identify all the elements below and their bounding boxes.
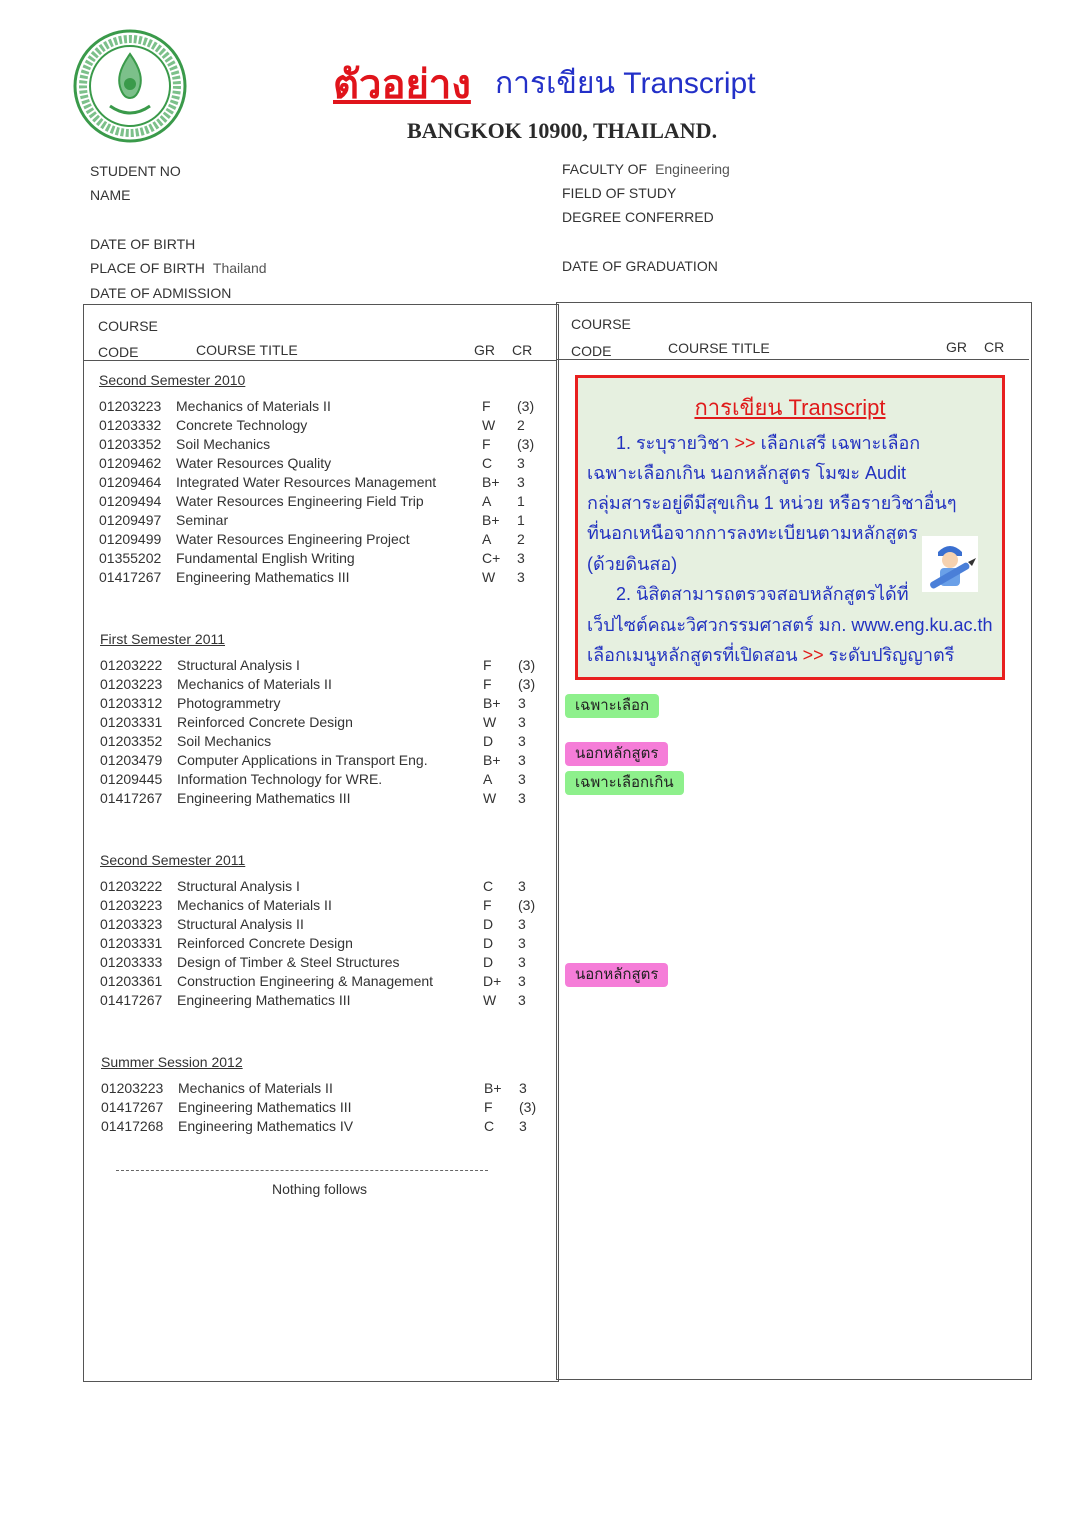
- course-title: Seminar: [176, 512, 229, 528]
- course-grade: F: [484, 1099, 493, 1115]
- course-credit: 3: [517, 474, 525, 490]
- note-line-8: เลือกเมนูหลักสูตรที่เปิดสอน >> ระดับปริญญาตรี: [587, 645, 955, 665]
- note-title: การเขียน Transcript: [694, 395, 886, 420]
- course-grade: D: [483, 916, 494, 932]
- course-code: 01209464: [99, 474, 162, 490]
- course-credit: 3: [518, 973, 526, 989]
- course-code: 01203223: [100, 676, 163, 692]
- course-grade: F: [483, 676, 492, 692]
- course-credit: 3: [518, 771, 526, 787]
- course-row: [99, 493, 525, 512]
- right-gr-header: GR: [946, 339, 967, 355]
- note-line-2: เฉพาะเลือกเกิน นอกหลักสูตร โมฆะ Audit: [587, 463, 907, 483]
- course-row: [99, 512, 525, 531]
- course-grade: D+: [483, 973, 502, 989]
- course-credit: (3): [518, 657, 536, 673]
- student-no-label: STUDENT NO: [90, 163, 181, 179]
- student-with-pencil-icon: [922, 536, 978, 592]
- course-grade: B+: [484, 1080, 502, 1096]
- course-title: Soil Mechanics: [177, 733, 272, 749]
- course-title: Construction Engineering & Management: [177, 973, 434, 989]
- course-row: [99, 569, 525, 588]
- course-code: 01203333: [100, 954, 163, 970]
- place-of-birth: [90, 260, 267, 276]
- faculty-value: Engineering: [655, 161, 730, 177]
- course-grade: A: [483, 771, 493, 787]
- right-code-header: CODE: [571, 343, 612, 359]
- course-credit: 3: [519, 1118, 527, 1134]
- course-row: [100, 657, 536, 676]
- left-code-header: CODE: [98, 344, 139, 360]
- course-row: [100, 992, 526, 1011]
- sample-label: ตัวอย่าง: [333, 63, 471, 107]
- course-title: Mechanics of Materials II: [177, 897, 332, 913]
- course-title: Computer Applications in Transport Eng.: [177, 752, 428, 768]
- right-title-header: COURSE TITLE: [668, 340, 770, 356]
- course-credit: 3: [518, 752, 526, 768]
- semester-block: [100, 852, 536, 1011]
- course-title: Design of Timber & Steel Structures: [177, 954, 400, 970]
- course-grade: A: [482, 493, 492, 509]
- course-code: 01203323: [100, 916, 163, 932]
- course-title: Reinforced Concrete Design: [177, 935, 353, 951]
- course-row: [99, 455, 525, 474]
- semester-title: First Semester 2011: [100, 631, 226, 647]
- left-header-divider: [84, 360, 556, 361]
- course-grade: D: [483, 935, 494, 951]
- course-grade: A: [482, 531, 492, 547]
- left-title-header: COURSE TITLE: [196, 342, 298, 358]
- left-course-header: COURSE: [98, 318, 158, 334]
- course-title: Concrete Technology: [176, 417, 308, 433]
- course-title: Engineering Mathematics IV: [178, 1118, 354, 1134]
- course-title: Soil Mechanics: [176, 436, 271, 452]
- course-title: Engineering Mathematics III: [177, 790, 351, 806]
- course-code: 01203479: [100, 752, 163, 768]
- dob-label: DATE OF BIRTH: [90, 236, 196, 252]
- nothing-follows: Nothing follows: [272, 1181, 367, 1197]
- course-title: Engineering Mathematics III: [176, 569, 350, 585]
- course-credit: 3: [518, 916, 526, 932]
- course-row: [100, 733, 526, 752]
- left-gr-header: GR: [474, 342, 495, 358]
- course-grade: F: [483, 657, 492, 673]
- course-row: [100, 916, 526, 935]
- semester-title: Summer Session 2012: [101, 1054, 243, 1070]
- course-code: 01417267: [99, 569, 162, 585]
- course-code: 01203332: [99, 417, 162, 433]
- course-code: 01203222: [100, 657, 163, 673]
- course-row: [101, 1118, 527, 1137]
- university-seal-logo: [72, 28, 188, 144]
- course-grade: W: [482, 417, 496, 433]
- course-code: 01203223: [100, 897, 163, 913]
- semester-block: [99, 372, 535, 588]
- name-label: NAME: [90, 187, 131, 203]
- course-code: 01417268: [101, 1118, 164, 1134]
- course-row: [100, 771, 526, 790]
- semester-block: [100, 631, 536, 809]
- pob-value: Thailand: [212, 260, 267, 276]
- page-title: การเขียน Transcript: [495, 67, 756, 100]
- course-code: 01203312: [100, 695, 163, 711]
- course-row: [100, 954, 526, 973]
- course-credit: (3): [518, 676, 536, 692]
- course-title: Structural Analysis I: [177, 878, 300, 894]
- note-line-6: 2. นิสิตสามารถตรวจสอบหลักสูตรได้ที่: [616, 584, 909, 604]
- course-code: 01203361: [100, 973, 163, 989]
- course-row: [99, 436, 535, 455]
- course-code: 01203223: [99, 398, 162, 414]
- course-credit: 1: [517, 512, 525, 528]
- course-row: [100, 790, 526, 809]
- course-credit: (3): [517, 436, 535, 452]
- course-code: 01203331: [100, 935, 163, 951]
- course-title: Structural Analysis I: [177, 657, 300, 673]
- course-grade: F: [482, 436, 491, 452]
- course-title: Information Technology for WRE.: [177, 771, 383, 787]
- course-grade: F: [482, 398, 491, 414]
- course-credit: 2: [517, 531, 525, 547]
- course-credit: 3: [518, 954, 526, 970]
- course-title: Fundamental English Writing: [176, 550, 355, 566]
- left-cr-header: CR: [512, 342, 533, 358]
- course-row: [99, 398, 535, 417]
- faculty-label: FACULTY OF: [562, 161, 648, 177]
- course-credit: 3: [518, 935, 526, 951]
- course-row: [99, 531, 525, 550]
- end-dashed-line: [116, 1170, 488, 1171]
- course-code: 01203223: [101, 1080, 164, 1096]
- course-credit: 3: [519, 1080, 527, 1096]
- course-code: 01203331: [100, 714, 163, 730]
- course-credit: 3: [518, 733, 526, 749]
- course-credit: 3: [517, 455, 525, 471]
- course-grade: C: [483, 878, 494, 894]
- instruction-note-box: [575, 375, 1005, 680]
- pob-label: PLACE OF BIRTH: [90, 260, 205, 276]
- course-grade: D: [483, 733, 494, 749]
- course-code: 01417267: [100, 790, 163, 806]
- course-row: [100, 935, 526, 954]
- course-code: 01209499: [99, 531, 162, 547]
- semester-block: [101, 1054, 537, 1137]
- university-address: BANGKOK 10900, THAILAND.: [407, 118, 718, 143]
- right-cr-header: CR: [984, 339, 1005, 355]
- right-course-header: COURSE: [571, 316, 631, 332]
- note-line-1: 1. ระบุรายวิชา >> เลือกเสรี เฉพาะเลือก: [616, 433, 921, 453]
- note-line-7: เว็ปไซต์คณะวิศวกรรมศาสตร์ มก. www.eng.ku.ac.th: [587, 615, 993, 635]
- course-credit: (3): [518, 897, 536, 913]
- course-title: Mechanics of Materials II: [177, 676, 332, 692]
- semester-title: Second Semester 2010: [99, 372, 246, 388]
- course-row: [99, 550, 525, 569]
- course-credit: 3: [518, 695, 526, 711]
- course-code: 01203352: [100, 733, 163, 749]
- course-title: Integrated Water Resources Management: [176, 474, 437, 490]
- tag-major-elective: เฉพาะเลือก: [565, 694, 659, 718]
- course-row: [100, 714, 526, 733]
- course-credit: 3: [517, 550, 525, 566]
- course-grade: B+: [483, 752, 501, 768]
- course-grade: W: [482, 569, 496, 585]
- course-title: Mechanics of Materials II: [176, 398, 331, 414]
- right-header-divider: [557, 359, 1029, 360]
- faculty: [562, 161, 730, 177]
- semester-title: Second Semester 2011: [100, 852, 246, 868]
- note-line-5: (ด้วยดินสอ): [587, 554, 678, 574]
- course-credit: 3: [518, 992, 526, 1008]
- course-grade: B+: [482, 512, 500, 528]
- course-row: [99, 417, 525, 436]
- field-label: FIELD OF STUDY: [562, 185, 677, 201]
- course-title: Water Resources Engineering Project: [176, 531, 410, 547]
- course-code: 01417267: [101, 1099, 164, 1115]
- course-title: Water Resources Engineering Field Trip: [176, 493, 424, 509]
- course-code: 01209445: [100, 771, 163, 787]
- course-grade: W: [483, 714, 497, 730]
- course-grade: B+: [482, 474, 500, 490]
- course-code: 01355202: [99, 550, 162, 566]
- course-row: [100, 897, 536, 916]
- course-title: Engineering Mathematics III: [177, 992, 351, 1008]
- course-code: 01209497: [99, 512, 162, 528]
- course-grade: C: [484, 1118, 495, 1134]
- course-row: [100, 676, 536, 695]
- course-row: [99, 474, 525, 493]
- course-row: [100, 752, 526, 771]
- course-credit: 3: [518, 878, 526, 894]
- course-grade: B+: [483, 695, 501, 711]
- degree-label: DEGREE CONFERRED: [562, 209, 714, 225]
- course-grade: F: [483, 897, 492, 913]
- course-grade: C+: [482, 550, 501, 566]
- admission-label: DATE OF ADMISSION: [90, 285, 232, 301]
- course-title: Engineering Mathematics III: [178, 1099, 352, 1115]
- course-code: 01203352: [99, 436, 162, 452]
- course-grade: W: [483, 992, 497, 1008]
- course-row: [100, 878, 526, 897]
- course-row: [100, 695, 526, 714]
- course-title: Photogrammetry: [177, 695, 281, 711]
- tag-outside-curriculum-2: นอกหลักสูตร: [565, 963, 668, 987]
- course-grade: D: [483, 954, 494, 970]
- course-code: 01209462: [99, 455, 162, 471]
- course-credit: (3): [519, 1099, 537, 1115]
- course-grade: W: [483, 790, 497, 806]
- course-credit: 2: [517, 417, 525, 433]
- course-row: [101, 1099, 537, 1118]
- tag-excess-major-elective: เฉพาะเลือกเกิน: [565, 771, 684, 795]
- course-row: [100, 973, 526, 992]
- course-credit: 1: [517, 493, 525, 509]
- tag-outside-curriculum: นอกหลักสูตร: [565, 742, 668, 766]
- course-title: Structural Analysis II: [177, 916, 304, 932]
- course-code: 01209494: [99, 493, 162, 509]
- course-title: Reinforced Concrete Design: [177, 714, 353, 730]
- note-line-3: กลุ่มสาระอยู่ดีมีสุขเกิน 1 หน่วย หรือรายวิชาอื่นๆ: [587, 493, 957, 513]
- course-title: Mechanics of Materials II: [178, 1080, 333, 1096]
- course-title: Water Resources Quality: [176, 455, 332, 471]
- course-credit: 3: [517, 569, 525, 585]
- course-grade: C: [482, 455, 493, 471]
- course-code: 01203222: [100, 878, 163, 894]
- note-line-4: ที่นอกเหนือจากการลงทะเบียนตามหลักสูตร: [587, 523, 918, 543]
- course-credit: 3: [518, 714, 526, 730]
- course-row: [101, 1080, 527, 1099]
- course-credit: (3): [517, 398, 535, 414]
- course-credit: 3: [518, 790, 526, 806]
- course-code: 01417267: [100, 992, 163, 1008]
- graduation-label: DATE OF GRADUATION: [562, 258, 718, 274]
